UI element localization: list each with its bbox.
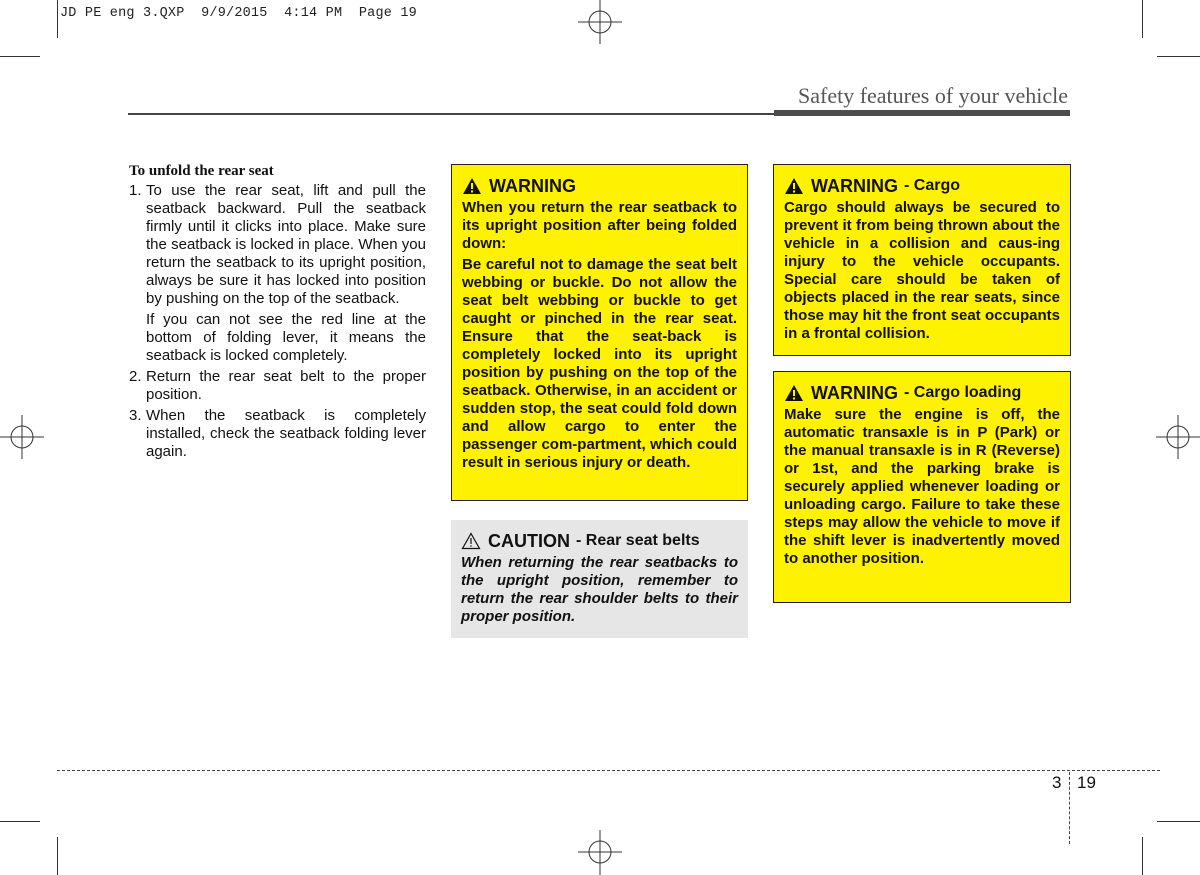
step-number: 2.	[129, 368, 142, 385]
registration-mark-right	[1156, 415, 1200, 459]
warning-box-cargo-loading	[773, 371, 1071, 603]
warning-triangle-icon	[784, 177, 804, 195]
warning-box-cargo	[773, 164, 1071, 356]
warning-label: WARNING	[489, 176, 576, 196]
subheading: To unfold the rear seat	[129, 163, 274, 179]
chapter-number: 3	[1052, 773, 1062, 792]
warning-subtitle: - Cargo loading	[904, 384, 1022, 401]
warning-subtitle: - Cargo	[904, 177, 960, 194]
warning-title	[784, 382, 1060, 404]
warning-title	[462, 175, 737, 197]
step-number: 1.	[129, 182, 142, 199]
warning-body: Make sure the engine is off, the automatic transaxle is in P (Park) or the manual transaxle is in R (Reverse) or 1st, and the parking brake is securely applied whenever loading or unloading cargo. Failure to take these steps may allow the vehicle to move if the shift lever is inadvertently moved to another position.	[784, 406, 1060, 567]
step-2	[129, 368, 426, 404]
caution-label: CAUTION	[488, 531, 570, 551]
registration-mark-left	[0, 415, 44, 459]
warning-body: Cargo should always be secured to prevent it from being thrown about the vehicle in a collision and caus-ing injury to the vehicle occupants. Special care should be taken of objects placed in the rear seats, since those may hit the front seat occupants in a frontal collision.	[784, 199, 1060, 342]
registration-mark-top	[578, 0, 622, 44]
warning-body: Be careful not to damage the seat belt webbing or buckle. Do not allow the seat belt webbing or buckle to get caught or pinched in the rear seat. Ensure that the seat-back is completely locked into its upright position by pushing on the top of the seatback. Otherwise, in an accident or sudden stop, the seat could fold down and allow cargo to enter the passenger com-partment, which could result in serious injury or death.	[462, 256, 737, 471]
warning-triangle-icon	[462, 177, 482, 195]
header-rule	[128, 113, 778, 115]
warning-intro: When you return the rear seatback to its upright position after being folded down:	[462, 199, 737, 252]
page-number: 19	[1077, 773, 1096, 792]
section-title: Safety features of your vehicle	[798, 83, 1068, 108]
caution-triangle-icon	[461, 532, 481, 550]
caution-subtitle: - Rear seat belts	[576, 532, 700, 549]
warning-triangle-icon	[784, 384, 804, 402]
warning-title	[784, 175, 1060, 197]
footer-rule	[57, 770, 1160, 771]
warning-box-seatback	[451, 164, 748, 501]
caution-box-rear-belts	[451, 520, 748, 638]
step-text: Return the rear seat belt to the proper position.	[146, 368, 426, 403]
warning-label: WARNING	[811, 383, 898, 403]
caution-title	[461, 530, 738, 552]
instructions-column	[129, 162, 426, 461]
step-text: When the seatback is completely installed, check the seatback folding lever again.	[146, 407, 426, 460]
footer-divider	[1069, 772, 1070, 844]
warning-label: WARNING	[811, 176, 898, 196]
print-slug: JD PE eng 3.QXP 9/9/2015 4:14 PM Page 19	[60, 6, 417, 21]
step-number: 3.	[129, 407, 142, 424]
step-3	[129, 407, 426, 461]
registration-mark-bottom	[578, 830, 622, 875]
step-text: To use the rear seat, lift and pull the seatback backward. Pull the seatback firmly until it clicks into place. Make sure the seatback is locked in place. When you return the seatback to its upright position, always be sure it has locked into position by pushing on the top of the seatback.	[146, 182, 426, 307]
note-text: If you can not see the red line at the bottom of folding lever, it means the seatback is locked completely.	[146, 311, 426, 364]
caution-body: When returning the rear seatbacks to the upright position, remember to return the rear shoulder belts to their proper position.	[461, 554, 738, 625]
header-rule-accent	[774, 110, 1070, 116]
step-1	[129, 182, 426, 308]
